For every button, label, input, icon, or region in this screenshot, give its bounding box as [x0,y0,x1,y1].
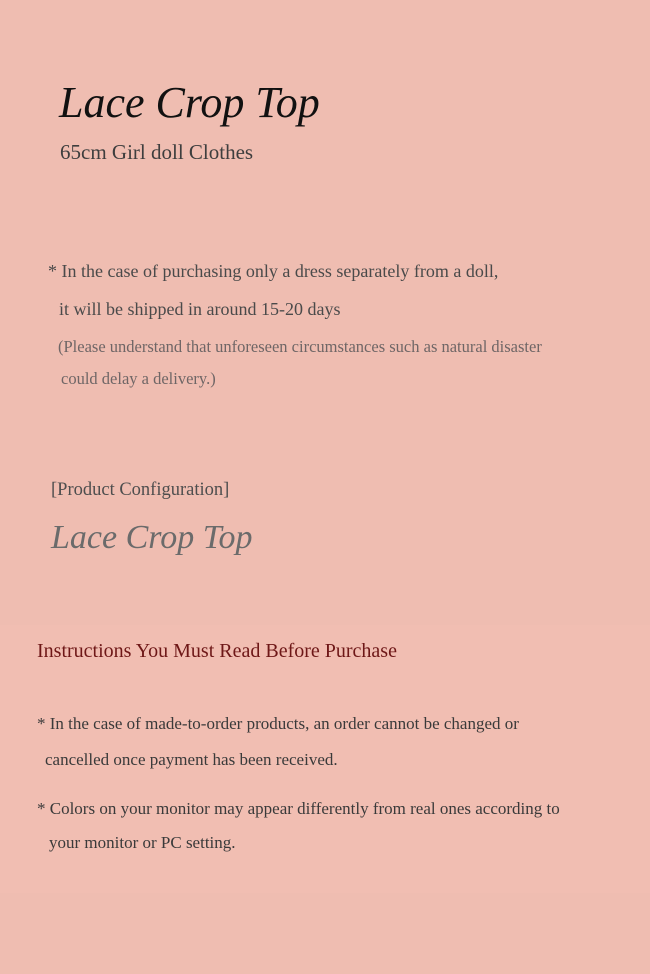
product-title: Lace Crop Top [59,78,320,127]
instructions-heading: Instructions You Must Read Before Purchase [37,640,397,662]
instruction-line: * Colors on your monitor may appear differently from real ones according to [37,799,560,818]
instruction-line: cancelled once payment has been received. [45,750,338,769]
product-configuration-item: Lace Crop Top [51,519,253,556]
instruction-line: * In the case of made-to-order products, an order cannot be changed or [37,714,519,733]
instruction-line: your monitor or PC setting. [49,833,236,852]
shipping-notice-line: * In the case of purchasing only a dress separately from a doll, [48,261,499,281]
product-configuration-label: [Product Configuration] [51,480,230,500]
shipping-notice-line: it will be shipped in around 15-20 days [59,299,341,319]
shipping-disclaimer-line: (Please understand that unforeseen circumstances such as natural disaster [58,337,542,356]
product-subtitle: 65cm Girl doll Clothes [60,140,254,164]
shipping-disclaimer-line: could delay a delivery.) [61,369,216,388]
